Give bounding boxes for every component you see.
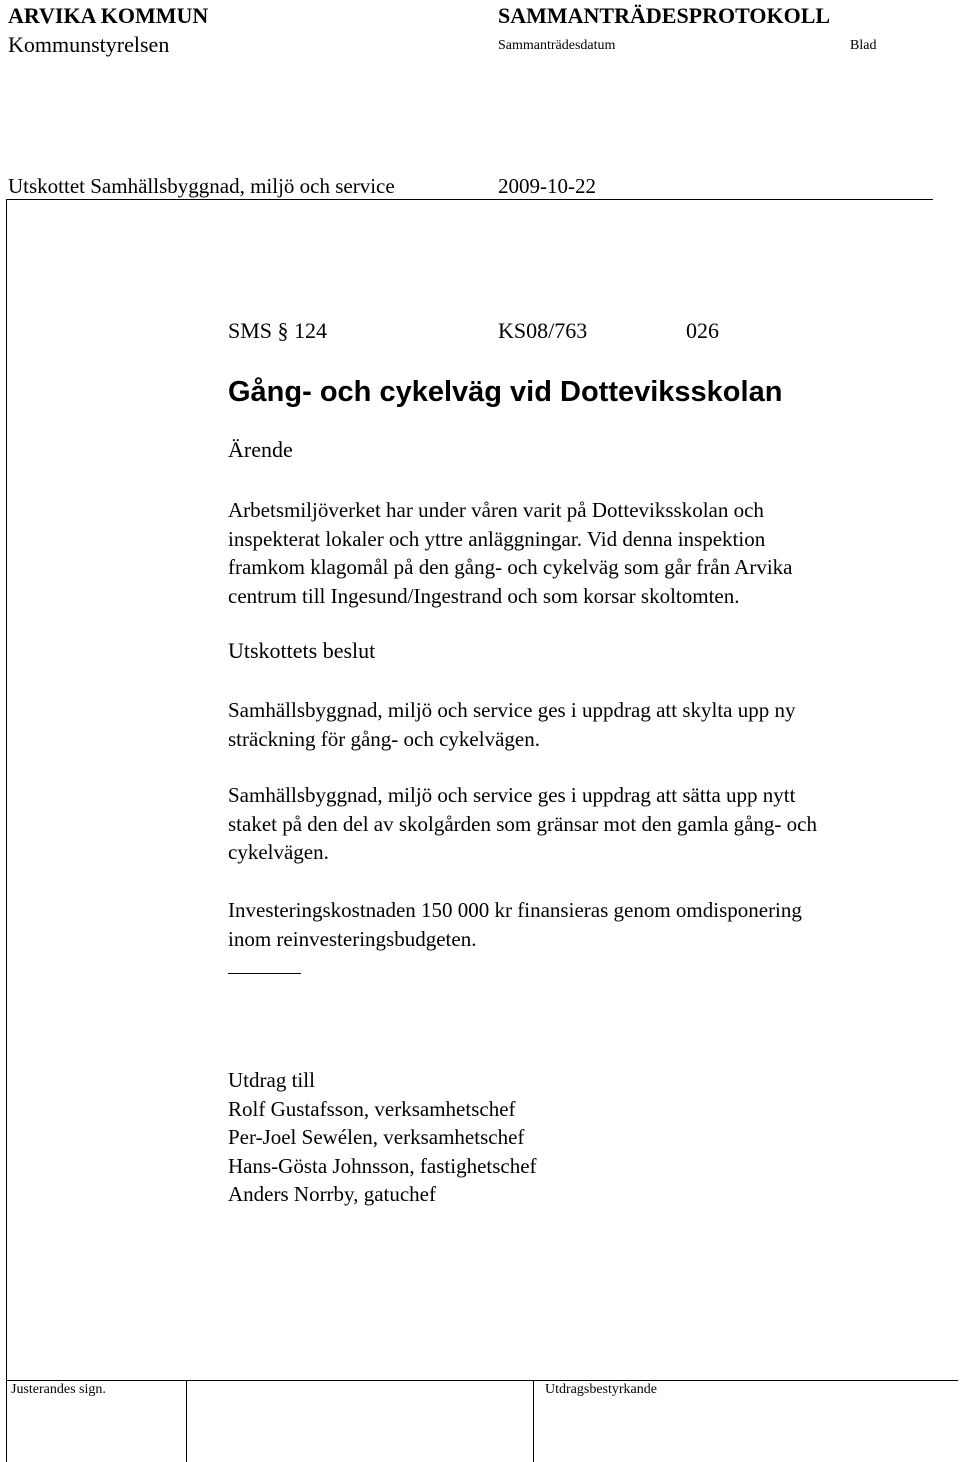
committee-name: Utskottet Samhällsbyggnad, miljö och service [8, 174, 395, 198]
recipient: Anders Norrby, gatuchef [228, 1182, 436, 1207]
text-line: framkom klagomål på den gång- och cykelväg som går från Arvika [228, 555, 793, 580]
footer-left-rule [6, 1380, 7, 1462]
footer-divider-2 [533, 1380, 534, 1462]
text-line: inspekterat lokaler och yttre anläggningar. Vid denna inspektion [228, 526, 766, 551]
distribution-heading: Utdrag till [228, 1068, 315, 1092]
footer-divider-1 [186, 1380, 187, 1462]
case-title: Gång- och cykelväg vid Dotteviksskolan [228, 376, 783, 408]
organization-name: ARVIKA KOMMUN [8, 3, 209, 28]
protocol-title: SAMMANTRÄDESPROTOKOLL [498, 3, 831, 28]
decision-paragraph-3 [228, 896, 948, 953]
text-line: Samhällsbyggnad, miljö och service ges i uppdrag att skylta upp ny [228, 698, 796, 722]
board-name: Kommunstyrelsen [8, 32, 170, 57]
committee-date: 2009-10-22 [498, 174, 596, 198]
text-line: cykelvägen. [228, 840, 329, 865]
text-line: staket på den del av skolgården som gränsar mot den gamla gång- och [228, 811, 817, 836]
distribution-list [228, 1066, 948, 1209]
case-reference: KS08/763 [498, 318, 588, 343]
text-line: sträckning för gång- och cykelvägen. [228, 726, 540, 751]
footer-top-rule [6, 1380, 958, 1381]
matter-paragraph [228, 496, 948, 610]
text-line: Samhällsbyggnad, miljö och service ges i uppdrag att sätta upp nytt [228, 783, 796, 807]
case-number: 026 [686, 318, 719, 343]
recipient: Per-Joel Sewélen, verksamhetschef [228, 1125, 525, 1150]
meeting-date-label: Sammanträdesdatum [498, 38, 616, 53]
recipient: Hans-Gösta Johnsson, fastighetschef [228, 1153, 537, 1178]
left-margin-line [6, 200, 7, 1381]
certification-label: Utdragsbestyrkande [545, 1382, 657, 1397]
text-line: Investeringskostnaden 150 000 kr finansieras genom omdisponering [228, 898, 802, 922]
signature-label: Justerandes sign. [11, 1382, 106, 1397]
section-end-rule [228, 973, 301, 974]
text-line: centrum till Ingesund/Ingestrand och som korsar skoltomten. [228, 583, 740, 608]
text-line: Arbetsmiljöverket har under våren varit på Dotteviksskolan och [228, 498, 764, 522]
decision-paragraph-1 [228, 696, 948, 753]
decision-heading: Utskottets beslut [228, 638, 376, 663]
case-paragraph: SMS § 124 [228, 318, 328, 343]
text-line: inom reinvesteringsbudgeten. [228, 926, 477, 951]
committee-divider [6, 199, 933, 200]
decision-paragraph-2 [228, 781, 948, 867]
page-label: Blad [850, 38, 877, 53]
recipient: Rolf Gustafsson, verksamhetschef [228, 1096, 516, 1121]
matter-heading: Ärende [228, 437, 293, 462]
